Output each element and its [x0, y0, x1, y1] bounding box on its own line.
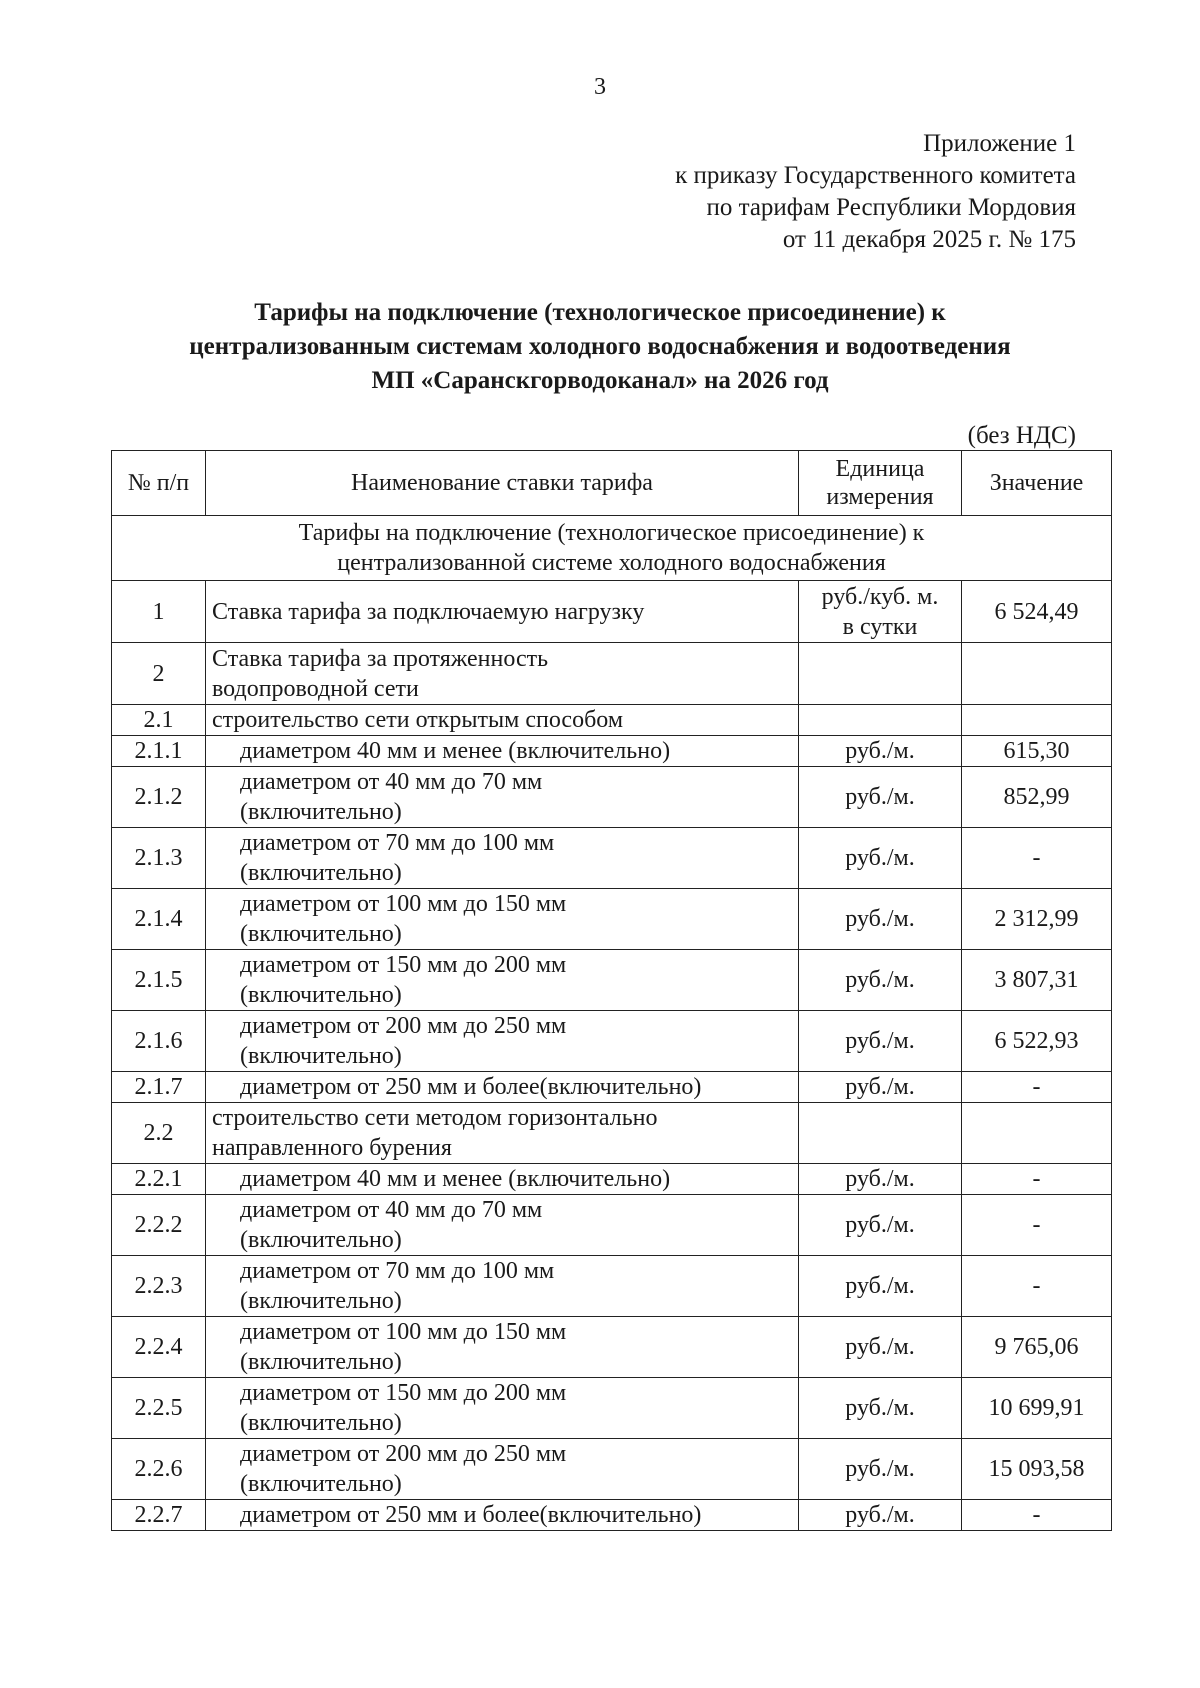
row-name-line: (включительно) — [240, 982, 402, 1008]
row-name-line: Ставка тарифа за подключаемую нагрузку — [212, 598, 645, 625]
row-value: 9 765,06 — [962, 1317, 1112, 1378]
row-unit-line: руб./м. — [845, 1212, 915, 1238]
row-unit-line: руб./м. — [845, 906, 915, 932]
row-value: - — [962, 1072, 1112, 1103]
row-number: 2.1.4 — [112, 889, 206, 950]
page-number: 3 — [594, 74, 606, 100]
row-name — [206, 1195, 799, 1256]
table-header-row — [112, 451, 1112, 516]
row-unit-line: руб./м. — [845, 1395, 915, 1421]
row-unit — [799, 705, 962, 736]
row-number: 2.2.6 — [112, 1439, 206, 1500]
row-value: - — [962, 1195, 1112, 1256]
table-row — [112, 767, 1112, 828]
row-number: 2.2.2 — [112, 1195, 206, 1256]
title-line: МП «Саранскгорводоканал» на 2026 год — [371, 367, 829, 394]
row-value — [962, 705, 1112, 736]
row-unit — [799, 1439, 962, 1500]
row-value: 852,99 — [962, 767, 1112, 828]
appendix-line: по тарифам Республики Мордовия — [706, 194, 1076, 221]
row-value: - — [962, 828, 1112, 889]
row-unit — [799, 1378, 962, 1439]
row-name-line: (включительно) — [240, 1471, 402, 1497]
section-row — [112, 516, 1112, 581]
row-number: 2.2.3 — [112, 1256, 206, 1317]
row-unit — [799, 767, 962, 828]
header-unit — [799, 451, 962, 516]
title-line: централизованным системам холодного водоснабжения и водоотведения — [189, 333, 1011, 360]
row-name — [206, 1256, 799, 1317]
row-unit-line: руб./м. — [845, 1028, 915, 1054]
row-name — [206, 1072, 799, 1103]
row-unit — [799, 1164, 962, 1195]
table-row — [112, 736, 1112, 767]
row-name-line: (включительно) — [240, 1410, 402, 1436]
row-unit-line: руб./м. — [845, 1273, 915, 1299]
row-name — [206, 1103, 799, 1164]
row-number: 2.1.2 — [112, 767, 206, 828]
row-name-line: строительство сети методом горизонтально — [212, 1105, 658, 1131]
document-title — [100, 296, 1100, 398]
row-name-line: (включительно) — [240, 1043, 402, 1069]
row-value: 3 807,31 — [962, 950, 1112, 1011]
table-row — [112, 643, 1112, 705]
table-row — [112, 889, 1112, 950]
table-row — [112, 581, 1112, 643]
row-unit — [799, 1500, 962, 1531]
table-row — [112, 828, 1112, 889]
row-name-line: диаметром от 250 мм и более(включительно) — [240, 1074, 702, 1100]
row-value: 2 312,99 — [962, 889, 1112, 950]
table-row — [112, 1164, 1112, 1195]
row-value: 15 093,58 — [962, 1439, 1112, 1500]
row-name-line: диаметром от 40 мм до 70 мм — [240, 1197, 543, 1223]
appendix-line: к приказу Государственного комитета — [675, 162, 1076, 189]
row-name — [206, 705, 799, 736]
row-unit — [799, 1072, 962, 1103]
row-number: 2.2.5 — [112, 1378, 206, 1439]
row-unit-line: руб./м. — [845, 1456, 915, 1482]
row-number: 2.1.5 — [112, 950, 206, 1011]
row-name-line: диаметром от 40 мм до 70 мм — [240, 769, 543, 795]
section-title — [112, 516, 1112, 581]
row-name-line: диаметром от 150 мм до 200 мм — [240, 1380, 567, 1406]
row-name — [206, 1500, 799, 1531]
row-name-line: водопроводной сети — [212, 675, 419, 702]
row-value: 10 699,91 — [962, 1378, 1112, 1439]
row-number: 2.1.3 — [112, 828, 206, 889]
table-row — [112, 1103, 1112, 1164]
table-row — [112, 1500, 1112, 1531]
table-row — [112, 950, 1112, 1011]
row-unit — [799, 1195, 962, 1256]
row-name — [206, 1011, 799, 1072]
row-name-line: строительство сети открытым способом — [212, 707, 624, 733]
header-unit-line: измерения — [826, 484, 934, 510]
section-title-line: Тарифы на подключение (технологическое присоединение) к — [298, 520, 925, 546]
row-unit-line: в сутки — [842, 613, 918, 640]
row-unit-line: руб./м. — [845, 1334, 915, 1360]
tariff-table — [111, 450, 1112, 1531]
table-row — [112, 1011, 1112, 1072]
appendix-line: Приложение 1 — [923, 130, 1076, 157]
row-unit — [799, 581, 962, 643]
row-name — [206, 767, 799, 828]
row-value: - — [962, 1164, 1112, 1195]
row-unit — [799, 889, 962, 950]
row-number: 2.1.6 — [112, 1011, 206, 1072]
row-unit-line: руб./куб. м. — [821, 583, 939, 610]
row-number: 2 — [112, 643, 206, 705]
title-line: Тарифы на подключение (технологическое присоединение) к — [254, 299, 946, 326]
header-name: Наименование ставки тарифа — [206, 451, 799, 516]
row-value: 6 522,93 — [962, 1011, 1112, 1072]
row-unit — [799, 950, 962, 1011]
row-name-line: (включительно) — [240, 1227, 402, 1253]
row-number: 2.1.1 — [112, 736, 206, 767]
row-name — [206, 581, 799, 643]
row-number: 2.1 — [112, 705, 206, 736]
row-unit-line: руб./м. — [845, 784, 915, 810]
header-unit-line: Единица — [835, 456, 925, 482]
row-name-line: (включительно) — [240, 1288, 402, 1314]
row-number: 2.2.1 — [112, 1164, 206, 1195]
row-unit — [799, 1011, 962, 1072]
row-unit-line: руб./м. — [845, 1502, 915, 1528]
row-name-line: направленного бурения — [212, 1135, 452, 1161]
row-name-line: (включительно) — [240, 921, 402, 947]
row-name — [206, 1164, 799, 1195]
row-name-line: диаметром от 70 мм до 100 мм — [240, 830, 555, 856]
table-row — [112, 1439, 1112, 1500]
row-unit — [799, 1103, 962, 1164]
row-name — [206, 736, 799, 767]
appendix-reference — [675, 128, 1076, 256]
vat-note: (без НДС) — [967, 422, 1076, 449]
row-name-line: диаметром от 100 мм до 150 мм — [240, 1319, 567, 1345]
row-number: 2.2.7 — [112, 1500, 206, 1531]
row-name — [206, 950, 799, 1011]
row-name-line: (включительно) — [240, 799, 402, 825]
row-name — [206, 889, 799, 950]
table-row — [112, 1378, 1112, 1439]
row-name — [206, 1378, 799, 1439]
row-number: 2.1.7 — [112, 1072, 206, 1103]
row-number: 2.2 — [112, 1103, 206, 1164]
table-row — [112, 705, 1112, 736]
row-unit — [799, 1256, 962, 1317]
row-name-line: диаметром от 200 мм до 250 мм — [240, 1013, 567, 1039]
row-unit — [799, 828, 962, 889]
row-value: 6 524,49 — [962, 581, 1112, 643]
row-unit — [799, 643, 962, 705]
table-row — [112, 1256, 1112, 1317]
row-name — [206, 1439, 799, 1500]
row-value: 615,30 — [962, 736, 1112, 767]
row-value: - — [962, 1256, 1112, 1317]
row-name-line: диаметром от 250 мм и более(включительно) — [240, 1502, 702, 1528]
appendix-line: от 11 декабря 2025 г. № 175 — [782, 226, 1076, 253]
header-num: № п/п — [112, 451, 206, 516]
row-number: 2.2.4 — [112, 1317, 206, 1378]
row-name-line: диаметром от 200 мм до 250 мм — [240, 1441, 567, 1467]
row-name-line: (включительно) — [240, 1349, 402, 1375]
table-row — [112, 1195, 1112, 1256]
row-unit-line: руб./м. — [845, 1074, 915, 1100]
row-name-line: диаметром от 100 мм до 150 мм — [240, 891, 567, 917]
row-value — [962, 643, 1112, 705]
row-unit-line: руб./м. — [845, 967, 915, 993]
row-name-line: диаметром от 150 мм до 200 мм — [240, 952, 567, 978]
row-unit — [799, 736, 962, 767]
row-name-line: диаметром 40 мм и менее (включительно) — [240, 738, 671, 764]
row-unit-line: руб./м. — [845, 845, 915, 871]
row-value — [962, 1103, 1112, 1164]
row-name — [206, 1317, 799, 1378]
row-name-line: (включительно) — [240, 860, 402, 886]
row-value: - — [962, 1500, 1112, 1531]
row-unit — [799, 1317, 962, 1378]
header-value: Значение — [962, 451, 1112, 516]
row-unit-line: руб./м. — [845, 1166, 915, 1192]
row-name-line: диаметром 40 мм и менее (включительно) — [240, 1166, 671, 1192]
row-name-line: Ставка тарифа за протяженность — [212, 645, 549, 672]
table-row — [112, 1072, 1112, 1103]
row-number: 1 — [112, 581, 206, 643]
table-row — [112, 1317, 1112, 1378]
row-unit-line: руб./м. — [845, 738, 915, 764]
row-name-line: диаметром от 70 мм до 100 мм — [240, 1258, 555, 1284]
row-name — [206, 643, 799, 705]
row-name — [206, 828, 799, 889]
section-title-line: централизованной системе холодного водоснабжения — [337, 550, 886, 576]
